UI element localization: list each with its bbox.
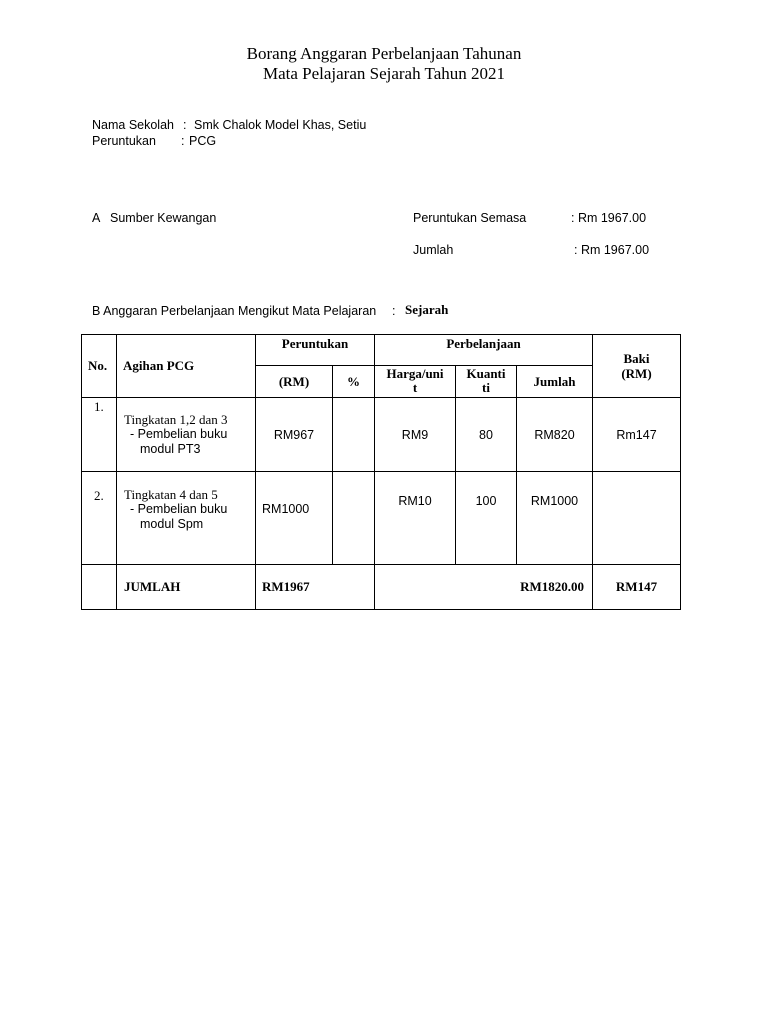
header-baki-line1: Baki	[623, 351, 650, 366]
section-b-subject: Sejarah	[405, 302, 449, 317]
total-label: JUMLAH	[117, 565, 256, 610]
row-baki: Rm147	[593, 398, 681, 472]
current-allocation-value: : Rm 1967.00	[571, 211, 647, 225]
budget-table	[81, 334, 681, 610]
row-kuantiti: 80	[456, 398, 517, 472]
header-kuantiti	[456, 366, 517, 398]
header-peruntukan: Peruntukan	[256, 335, 375, 366]
table-row	[82, 398, 681, 472]
row-no: 2.	[82, 472, 117, 565]
header-kuantiti-line2: ti	[482, 380, 490, 395]
header-kuantiti-line1: Kuanti	[466, 366, 506, 381]
header-perbelanjaan: Perbelanjaan	[375, 335, 593, 366]
row-harga: RM9	[375, 398, 456, 472]
header-harga	[375, 366, 456, 398]
row-rm: RM1000	[256, 472, 333, 565]
header-harga-line1: Harga/uni	[386, 366, 444, 381]
header-harga-line2: t	[412, 380, 418, 395]
row-percent	[333, 472, 375, 565]
allocation-value: PCG	[189, 134, 217, 148]
school-separator: :	[183, 118, 187, 132]
row-jumlah: RM1000	[517, 472, 593, 565]
row-kuantiti: 100	[456, 472, 517, 565]
allocation-separator: :	[181, 134, 185, 148]
row-harga: RM10	[375, 472, 456, 565]
section-a-letter: A	[92, 211, 101, 225]
total-spend: RM1820.00	[375, 565, 593, 610]
total-allocation-value: : Rm 1967.00	[574, 243, 650, 257]
header-jumlah: Jumlah	[517, 366, 593, 398]
row-desc-line1: Tingkatan 1,2 dan 3	[124, 412, 228, 427]
total-baki: RM147	[593, 565, 681, 610]
header-percent: %	[333, 366, 375, 398]
row-description	[117, 472, 256, 565]
section-b-label: B Anggaran Perbelanjaan Mengikut Mata Pelajaran	[92, 304, 377, 318]
school-label: Nama Sekolah	[92, 118, 174, 132]
header-baki	[593, 335, 681, 398]
row-rm: RM967	[256, 398, 333, 472]
row-baki	[593, 472, 681, 565]
table-row	[82, 472, 681, 565]
current-allocation-label: Peruntukan Semasa	[413, 211, 527, 225]
header-no: No.	[82, 335, 117, 398]
total-no-cell	[82, 565, 117, 610]
total-allocation-label: Jumlah	[413, 243, 454, 257]
row-no: 1.	[82, 398, 117, 472]
row-desc-line3: modul PT3	[140, 442, 201, 456]
section-a-label: Sumber Kewangan	[110, 211, 217, 225]
total-row	[82, 565, 681, 610]
header-baki-line2: (RM)	[621, 366, 652, 381]
row-jumlah: RM820	[517, 398, 593, 472]
row-desc-line2: - Pembelian buku	[130, 427, 228, 441]
row-desc-line2: - Pembelian buku	[130, 502, 228, 516]
allocation-label: Peruntukan	[92, 134, 156, 148]
row-description	[117, 398, 256, 472]
document-title-line2: Mata Pelajaran Sejarah Tahun 2021	[262, 64, 506, 83]
header-agihan: Agihan PCG	[117, 335, 256, 398]
school-name: Smk Chalok Model Khas, Setiu	[194, 118, 367, 132]
total-rm: RM1967	[256, 565, 375, 610]
header-rm: (RM)	[256, 366, 333, 398]
document-title-line1: Borang Anggaran Perbelanjaan Tahunan	[246, 44, 522, 63]
row-desc-line1: Tingkatan 4 dan 5	[124, 487, 218, 502]
row-percent	[333, 398, 375, 472]
section-b-separator: :	[392, 304, 396, 318]
row-desc-line3: modul Spm	[140, 517, 204, 531]
